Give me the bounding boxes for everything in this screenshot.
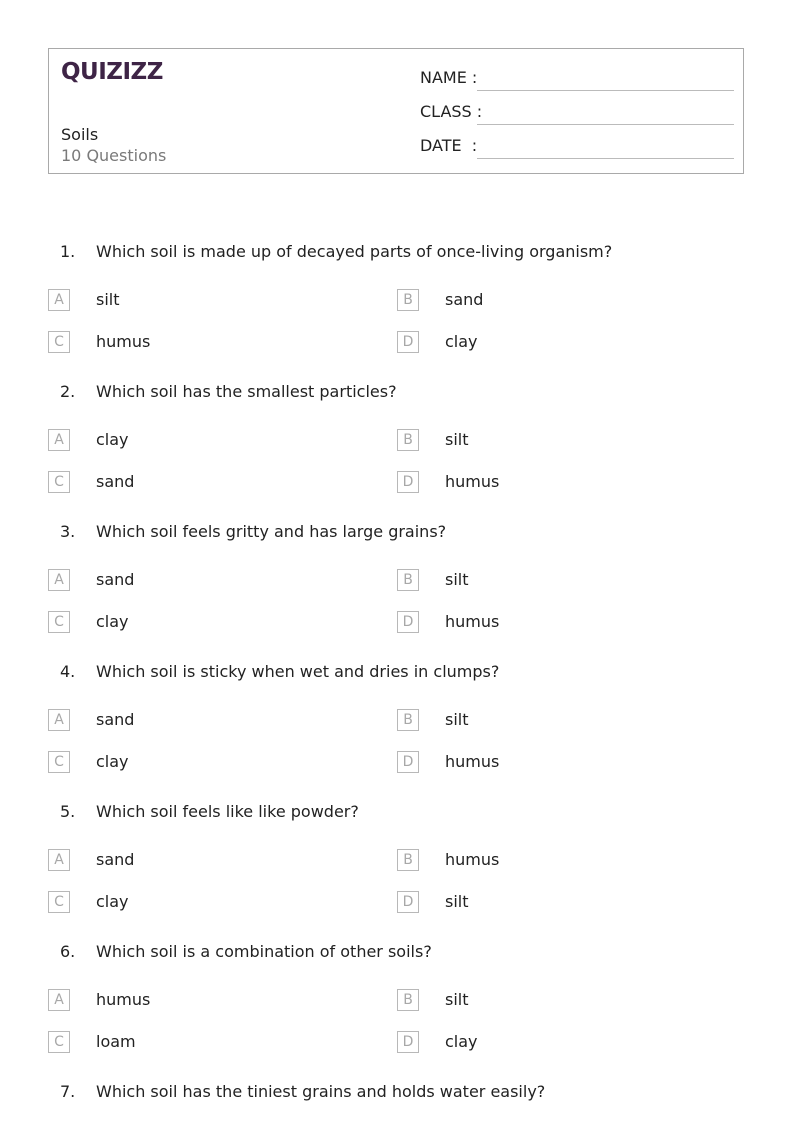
- class-label: CLASS :: [420, 102, 483, 121]
- option-d-checkbox[interactable]: D: [397, 331, 419, 353]
- option-a-checkbox[interactable]: A: [48, 989, 70, 1011]
- name-label: NAME :: [420, 68, 478, 87]
- worksheet-header: [48, 48, 744, 174]
- option-a-text: sand: [96, 710, 135, 729]
- date-field[interactable]: [420, 136, 734, 160]
- option-b-checkbox[interactable]: B: [397, 989, 419, 1011]
- option-b-text: silt: [445, 990, 469, 1009]
- question-text: Which soil is made up of decayed parts of once-living organism?: [96, 242, 613, 261]
- option-d-text: humus: [445, 752, 500, 771]
- question-text: Which soil is a combination of other soils?: [96, 942, 432, 961]
- option-a-checkbox[interactable]: A: [48, 849, 70, 871]
- option-c-text: clay: [96, 892, 129, 911]
- option-b-text: silt: [445, 570, 469, 589]
- option-c-checkbox[interactable]: C: [48, 1031, 70, 1053]
- option-a-text: clay: [96, 430, 129, 449]
- question-number: 6.: [60, 942, 76, 961]
- date-label: DATE :: [420, 136, 478, 155]
- option-b-text: silt: [445, 710, 469, 729]
- name-line[interactable]: [477, 90, 734, 91]
- question-number: 5.: [60, 802, 76, 821]
- class-line[interactable]: [477, 124, 734, 125]
- option-b-checkbox[interactable]: B: [397, 289, 419, 311]
- option-c-checkbox[interactable]: C: [48, 611, 70, 633]
- option-b-checkbox[interactable]: B: [397, 849, 419, 871]
- option-c-checkbox[interactable]: C: [48, 891, 70, 913]
- quizizz-logo: QUIZIZZ: [61, 59, 163, 85]
- question-text: Which soil has the tiniest grains and holds water easily?: [96, 1082, 546, 1101]
- option-c-checkbox[interactable]: C: [48, 471, 70, 493]
- question-count: 10 Questions: [61, 146, 167, 165]
- option-d-text: humus: [445, 612, 500, 631]
- option-c-text: sand: [96, 472, 135, 491]
- date-line[interactable]: [477, 158, 734, 159]
- option-b-text: humus: [445, 850, 500, 869]
- option-a-text: silt: [96, 290, 120, 309]
- option-b-text: silt: [445, 430, 469, 449]
- option-c-text: humus: [96, 332, 151, 351]
- option-b-checkbox[interactable]: B: [397, 429, 419, 451]
- quiz-title: Soils: [61, 125, 99, 144]
- question-text: Which soil feels like like powder?: [96, 802, 359, 821]
- option-a-checkbox[interactable]: A: [48, 569, 70, 591]
- option-b-text: sand: [445, 290, 484, 309]
- option-b-checkbox[interactable]: B: [397, 569, 419, 591]
- option-a-checkbox[interactable]: A: [48, 429, 70, 451]
- option-c-checkbox[interactable]: C: [48, 751, 70, 773]
- option-d-checkbox[interactable]: D: [397, 1031, 419, 1053]
- name-field[interactable]: [420, 68, 734, 92]
- option-d-checkbox[interactable]: D: [397, 611, 419, 633]
- question-number: 7.: [60, 1082, 76, 1101]
- option-c-text: loam: [96, 1032, 136, 1051]
- option-d-text: silt: [445, 892, 469, 911]
- question-number: 4.: [60, 662, 76, 681]
- question-text: Which soil feels gritty and has large grains?: [96, 522, 447, 541]
- option-a-text: sand: [96, 850, 135, 869]
- option-a-text: humus: [96, 990, 151, 1009]
- option-a-checkbox[interactable]: A: [48, 289, 70, 311]
- option-c-checkbox[interactable]: C: [48, 331, 70, 353]
- option-b-checkbox[interactable]: B: [397, 709, 419, 731]
- question-number: 2.: [60, 382, 76, 401]
- option-d-checkbox[interactable]: D: [397, 471, 419, 493]
- option-d-text: clay: [445, 1032, 478, 1051]
- option-a-text: sand: [96, 570, 135, 589]
- question-text: Which soil has the smallest particles?: [96, 382, 397, 401]
- question-text: Which soil is sticky when wet and dries in clumps?: [96, 662, 500, 681]
- option-d-text: clay: [445, 332, 478, 351]
- option-d-text: humus: [445, 472, 500, 491]
- question-number: 3.: [60, 522, 76, 541]
- option-d-checkbox[interactable]: D: [397, 891, 419, 913]
- option-d-checkbox[interactable]: D: [397, 751, 419, 773]
- option-a-checkbox[interactable]: A: [48, 709, 70, 731]
- class-field[interactable]: [420, 102, 734, 126]
- question-number: 1.: [60, 242, 76, 261]
- option-c-text: clay: [96, 612, 129, 631]
- option-c-text: clay: [96, 752, 129, 771]
